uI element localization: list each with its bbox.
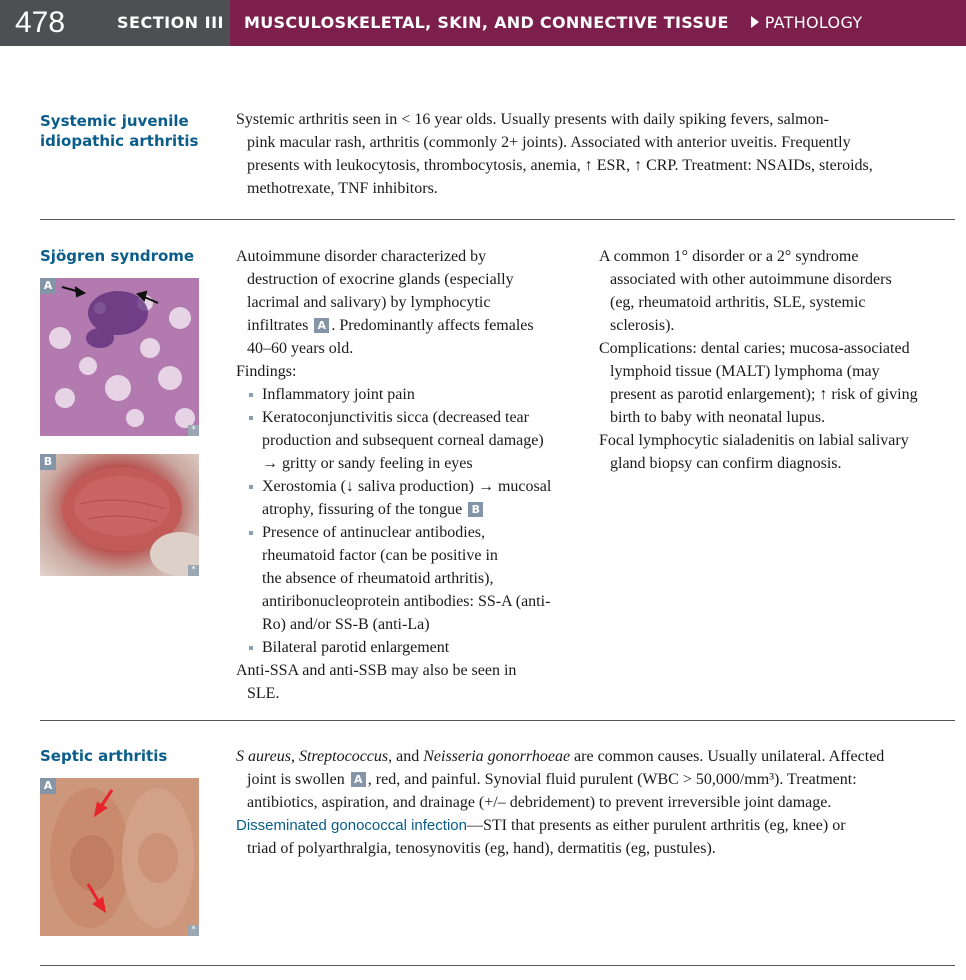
text-line: presents with leukocytosis, thrombocytosis, anemia, ↑ ESR, ↑ CRP. Treatment: NSAIDs, steroids, bbox=[247, 157, 873, 174]
sjogren-left-column bbox=[236, 245, 586, 705]
list-item-line: Bilateral parotid enlargement bbox=[262, 639, 450, 656]
text-line: birth to baby with neonatal lupus. bbox=[610, 409, 826, 426]
figure-corner-mark: * bbox=[188, 925, 199, 936]
subtopic-title: PATHOLOGY bbox=[764, 13, 863, 32]
list-item-line: rheumatoid factor (can be positive in bbox=[262, 547, 498, 564]
text-line: gland biopsy can confirm diagnosis. bbox=[610, 455, 842, 472]
text-fragment: . Predominantly affects females bbox=[331, 317, 534, 334]
list-item-line: Inflammatory joint pain bbox=[262, 386, 415, 403]
text-line: sclerosis). bbox=[610, 317, 675, 334]
text-line: A common 1° disorder or a 2° syndrome bbox=[599, 248, 859, 265]
entry-title-septic: Septic arthritis bbox=[40, 747, 168, 765]
list-item-line: → gritty or sandy feeling in eyes bbox=[262, 455, 473, 472]
list-item-line: Ro) and/or SS-B (anti-La) bbox=[262, 616, 430, 633]
text-fragment: , bbox=[290, 748, 299, 765]
list-item-line: production and subsequent corneal damage) bbox=[262, 432, 544, 449]
list-item bbox=[236, 383, 586, 406]
organism-name: Streptococcus bbox=[298, 748, 389, 765]
entry-title-line: Systemic juvenile bbox=[40, 112, 189, 130]
tongue-illustration bbox=[40, 454, 199, 576]
figure-ref-b: B bbox=[468, 502, 483, 517]
text-line: 40–60 years old. bbox=[247, 340, 354, 357]
findings-list bbox=[236, 383, 586, 659]
list-item-line bbox=[262, 498, 586, 521]
text-line bbox=[236, 768, 961, 791]
tongue-image bbox=[40, 454, 199, 576]
glossary-term: Disseminated gonococcal infection bbox=[236, 817, 467, 834]
knee-illustration bbox=[40, 778, 199, 936]
text-line: Systemic arthritis seen in < 16 year olds. Usually presents with daily spiking fevers, salmon- bbox=[236, 111, 829, 128]
text-line: Complications: dental caries; mucosa-associated bbox=[599, 340, 910, 357]
divider bbox=[40, 720, 955, 721]
text-line: Focal lymphocytic sialadenitis on labial salivary bbox=[599, 432, 909, 449]
list-item bbox=[236, 521, 586, 636]
organism-name: Neisseria gonorrhoeae bbox=[423, 748, 571, 765]
divider bbox=[40, 219, 955, 220]
figure-label: B bbox=[40, 454, 56, 470]
text-line: methotrexate, TNF inhibitors. bbox=[247, 180, 438, 197]
topic-bar bbox=[230, 0, 966, 46]
list-item-line: Keratoconjunctivitis sicca (decreased tear bbox=[262, 409, 529, 426]
text-fragment: are common causes. Usually unilateral. Affected bbox=[570, 748, 885, 765]
text-line bbox=[236, 745, 961, 768]
text-line: SLE. bbox=[247, 685, 280, 702]
entry-title-line: idiopathic arthritis bbox=[40, 132, 199, 150]
text-fragment: atrophy, fissuring of the tongue bbox=[262, 501, 463, 518]
knee-image bbox=[40, 778, 199, 936]
figure-label: A bbox=[40, 278, 56, 294]
text-fragment: infiltrates bbox=[247, 317, 309, 334]
text-line: lacrimal and salivary) by lymphocytic bbox=[247, 294, 491, 311]
text-line: pink macular rash, arthritis (commonly 2+ joints). Associated with anterior uveitis. Frequently bbox=[247, 134, 851, 151]
list-item bbox=[236, 475, 586, 521]
figure-label: A bbox=[40, 778, 56, 794]
findings-label: Findings: bbox=[236, 363, 297, 380]
page-number: 478 bbox=[0, 0, 97, 46]
text-line: Autoimmune disorder characterized by bbox=[236, 248, 487, 265]
text-line: lymphoid tissue (MALT) lymphoma (may bbox=[610, 363, 880, 380]
list-item-line: Xerostomia (↓ saliva production) → mucosal bbox=[262, 478, 552, 495]
text-line bbox=[236, 314, 586, 337]
text-line: antibiotics, aspiration, and drainage (+/– debridement) to prevent irreversible joint damage. bbox=[247, 794, 832, 811]
text-line: Anti-SSA and anti-SSB may also be seen in bbox=[236, 662, 517, 679]
text-line: triad of polyarthralgia, tenosynovitis (eg, hand), dermatitis (eg, pustules). bbox=[247, 840, 716, 857]
list-item bbox=[236, 636, 586, 659]
text-line: destruction of exocrine glands (especially bbox=[247, 271, 514, 288]
figure-ref-a: A bbox=[314, 318, 329, 333]
figure-corner-mark: * bbox=[188, 425, 199, 436]
play-arrow-icon bbox=[751, 16, 759, 28]
text-fragment: , and bbox=[388, 748, 424, 765]
text-fragment: —STI that presents as either purulent arthritis (eg, knee) or bbox=[466, 817, 846, 834]
divider bbox=[40, 965, 955, 966]
septic-description bbox=[236, 745, 961, 860]
text-line: present as parotid enlargement); ↑ risk of giving bbox=[610, 386, 918, 403]
organism-name: S aureus bbox=[236, 748, 291, 765]
list-item-line: Presence of antinuclear antibodies, bbox=[262, 524, 486, 541]
sjogren-right-column bbox=[599, 245, 959, 475]
figure-ref-a: A bbox=[351, 772, 366, 787]
histology-illustration bbox=[40, 278, 199, 436]
entry-title-sjogren: Sjögren syndrome bbox=[40, 247, 195, 265]
section-label: SECTION III bbox=[97, 0, 230, 46]
list-item bbox=[236, 406, 586, 475]
text-line: associated with other autoimmune disorders bbox=[610, 271, 892, 288]
list-item-line: the absence of rheumatoid arthritis), bbox=[262, 570, 494, 587]
text-line bbox=[236, 814, 961, 837]
sjia-description bbox=[236, 108, 956, 200]
figure-corner-mark: * bbox=[188, 565, 199, 576]
list-item-line: antiribonucleoprotein antibodies: SS-A (anti- bbox=[262, 593, 551, 610]
text-fragment: , red, and painful. Synovial fluid purulent (WBC > 50,000/mm³). Treatment: bbox=[367, 771, 857, 788]
entry-title-sjia bbox=[40, 111, 198, 151]
histology-image bbox=[40, 278, 199, 436]
topic-title: MUSCULOSKELETAL, SKIN, AND CONNECTIVE TISSUE bbox=[244, 13, 729, 32]
text-fragment: joint is swollen bbox=[247, 771, 345, 788]
text-line: (eg, rheumatoid arthritis, SLE, systemic bbox=[610, 294, 866, 311]
